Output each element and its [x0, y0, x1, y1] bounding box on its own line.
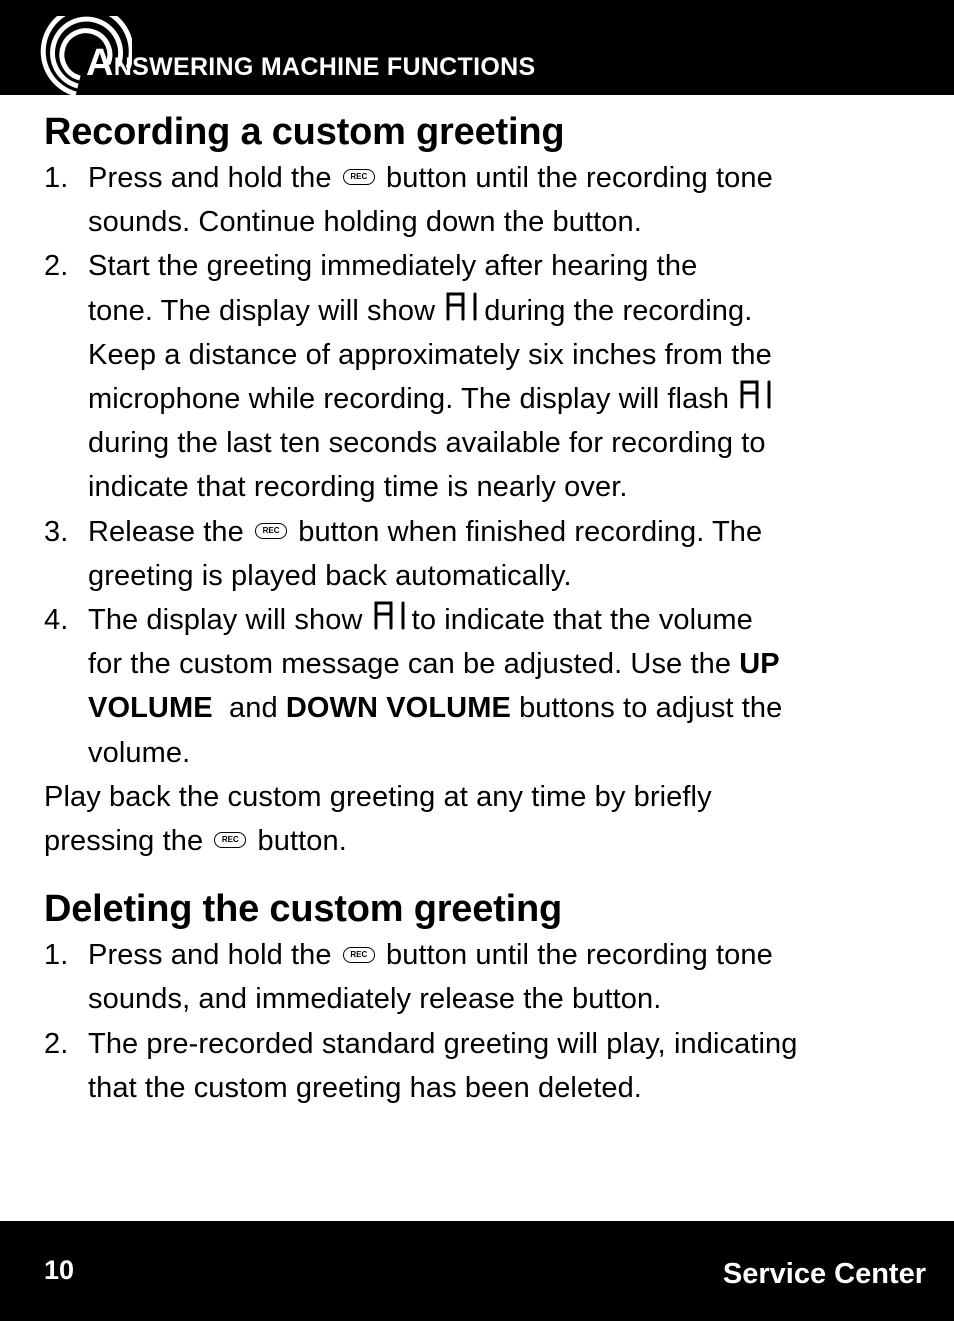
list-number: 1.: [44, 939, 69, 972]
text: Release the: [88, 515, 244, 548]
rec-icon-label: REC: [221, 835, 239, 845]
text: button when finished recording. The: [298, 515, 763, 548]
display-a1-icon: [739, 379, 775, 409]
list-item: [44, 598, 924, 775]
text: for the custom message can be adjusted. Use the: [88, 648, 732, 681]
text: button.: [257, 825, 347, 858]
list-item: [44, 244, 924, 509]
display-a1-icon: [445, 291, 481, 321]
text: during the recording.: [484, 294, 753, 327]
list-number: 3.: [44, 515, 69, 548]
text: and: [229, 692, 278, 725]
list-number: 2.: [44, 1027, 69, 1060]
text: sounds. Continue holding down the button.: [88, 206, 642, 239]
text: to indicate that the volume: [411, 604, 753, 637]
list-number: 1.: [44, 162, 69, 194]
rec-icon-label: REC: [350, 172, 368, 182]
rec-button-icon: [255, 523, 287, 539]
text: The pre-recorded standard greeting will play, indicating: [88, 1027, 798, 1060]
text: indicate that recording time is nearly over.: [88, 471, 628, 504]
text: button until the recording tone: [385, 162, 773, 194]
rec-button-icon: [214, 832, 246, 848]
footer-bar: [0, 1221, 954, 1321]
text: sounds, and immediately release the button.: [88, 983, 662, 1016]
list-number: 4.: [44, 604, 69, 637]
list-number: 2.: [44, 250, 69, 283]
section-header-title: [86, 44, 535, 82]
text: Play back the custom greeting at any time by briefly: [44, 780, 712, 813]
text: Keep a distance of approximately six inches from the: [88, 338, 772, 371]
volume-label: VOLUME: [88, 692, 213, 725]
text: Press and hold the: [88, 939, 332, 972]
down-volume-label: DOWN VOLUME: [285, 692, 511, 725]
text: Press and hold the: [88, 162, 332, 194]
text: button until the recording tone: [385, 939, 773, 972]
rec-button-icon: [343, 947, 375, 963]
playback-paragraph: [44, 775, 924, 863]
up-volume-label: UP: [739, 648, 780, 681]
header-bar: [0, 0, 954, 95]
text: The display will show: [88, 604, 363, 637]
heading-recording-custom-greeting: Recording a custom greeting: [44, 111, 565, 153]
text: during the last ten seconds available for recording to: [88, 427, 766, 460]
text: tone. The display will show: [88, 294, 436, 327]
text: Start the greeting immediately after hearing the: [88, 250, 698, 283]
page-number: 10: [44, 1255, 75, 1285]
list-item: [44, 156, 924, 244]
text: volume.: [88, 736, 191, 769]
display-a1-icon: [373, 600, 409, 630]
text: that the custom greeting has been deleted.: [88, 1071, 642, 1104]
heading-deleting-custom-greeting: Deleting the custom greeting: [44, 888, 563, 931]
rec-icon-label: REC: [262, 525, 280, 535]
page-content: [44, 108, 924, 1110]
list-item: [44, 933, 924, 1021]
rec-icon-label: REC: [350, 949, 368, 959]
text: microphone while recording. The display will flash: [88, 383, 730, 416]
list-item: [44, 510, 924, 598]
list-item: [44, 1022, 924, 1110]
footer-section-label: Service Center: [722, 1258, 926, 1290]
text: greeting is played back automatically.: [88, 559, 572, 592]
rec-button-icon: [343, 169, 375, 185]
text: buttons to adjust the: [519, 692, 783, 725]
header-title-initial: A: [86, 42, 114, 84]
text: pressing the: [44, 825, 204, 858]
header-title-rest: NSWERING MACHINE FUNCTIONS: [113, 53, 536, 81]
